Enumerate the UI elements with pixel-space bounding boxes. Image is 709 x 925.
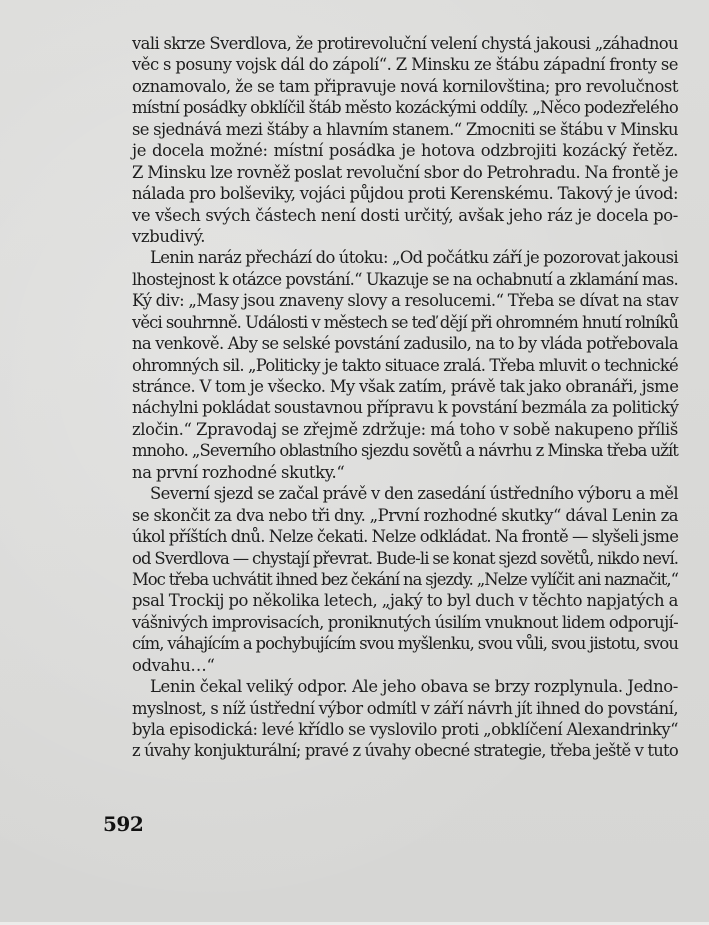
text-line: Lenin naráz přechází do útoku: „Od počátku září je pozorovat jakousi xyxy=(150,248,678,268)
text-line: věc s posuny vojsk dál do zápolí“. Z Minsku ze štábu západní fronty se xyxy=(132,55,678,75)
text-line: z úvahy konjukturální; pravé z úvahy obecné strategie, třeba ještě v tuto xyxy=(132,741,678,761)
text-line: Severní sjezd se začal právě v den zasedání ústředního výboru a měl xyxy=(150,484,678,504)
text-line: vali skrze Sverdlova, že protirevoluční velení chystá jakousi „záhadnou xyxy=(132,34,678,53)
text-line: se sjednává mezi štáby a hlavním stanem.“ Zmocniti se štábu v Minsku xyxy=(132,119,678,139)
text-line: od Sverdlova — chystají převrat. Bude-li se konat sjezd sovětů, nikdo neví. xyxy=(132,548,679,568)
text-line: nálada pro bolševiky, vojáci půjdou proti Kerenskému. Takový je úvod: xyxy=(132,184,678,204)
page-number: 592 xyxy=(103,812,144,836)
text-line: zločin.“ Zpravodaj se zřejmě zdržuje: má toho v sobě nakupeno příliš xyxy=(132,419,678,439)
text-line: stránce. V tom je všecko. My však zatím, právě tak jako obranáři, jsme xyxy=(132,377,679,396)
text-line: mnoho. „Severního oblastního sjezdu sovětů a návrhu z Minska třeba užít xyxy=(132,441,678,461)
text-line: ve všech svých částech není dosti určitý, avšak jeho ráz je docela po- xyxy=(132,205,678,225)
text-line: Z Minsku lze rovněž poslat revoluční sbor do Petrohradu. Na frontě je xyxy=(132,162,679,182)
text-line: na venkově. Aby se selské povstání zadusilo, na to by vláda potřebovala xyxy=(132,334,678,354)
text-line: vzbudivý. xyxy=(132,226,206,246)
text-line: oznamovalo, že se tam připravuje nová kornilovština; pro revolučnost xyxy=(132,76,678,96)
text-line: byla episodická: levé křídlo se vyslovilo proti „obklíčení Alexandrinky“ xyxy=(132,720,678,739)
text-line: cím, váhajícím a pochybujícím svou myšlenku, svou vůli, svou jistotu, svou xyxy=(132,634,678,654)
text-line: lhostejnost k otázce povstání.“ Ukazuje se na ochabnutí a zklamání mas. xyxy=(132,269,678,289)
text-line: je docela možné: místní posádka je hotova odzbrojiti kozácký řetěz. xyxy=(132,141,678,161)
body-text xyxy=(132,33,678,762)
text-line: se skončit za dva nebo tři dny. „První rozhodné skutky“ dával Lenin za xyxy=(132,505,678,525)
text-line: Moc třeba uchvátit ihned bez čekání na sjezdy. „Nelze vylíčit ani naznačit,“ xyxy=(132,569,678,589)
text-line: na první rozhodné skutky.“ xyxy=(132,462,345,482)
text-line: myslnost, s níž ústřední výbor odmítl v září návrh jít ihned do povstání, xyxy=(132,698,678,718)
text-line: náchylni pokládat soustavnou přípravu k povstání bezmála za politický xyxy=(132,398,679,418)
text-line: Ký div: „Masy jsou znaveny slovy a resolucemi.“ Třeba se dívat na stav xyxy=(132,291,679,311)
text-line: vášnivých improvisacích, proniknutých úsilím vnuknout lidem odporují- xyxy=(132,612,678,632)
text-line: psal Trockij po několika letech, „jaký to byl duch v těchto napjatých a xyxy=(132,591,678,611)
text-line: úkol příštích dnů. Nelze čekati. Nelze odkládat. Na frontě — slyšeli jsme xyxy=(132,527,679,547)
text-line: odvahu…“ xyxy=(132,655,215,675)
text-line: místní posádky obklíčil štáb město kozáckými oddíly. „Něco podezřelého xyxy=(132,98,678,118)
text-line: Lenin čekal veliký odpor. Ale jeho obava se brzy rozplynula. Jedno- xyxy=(150,677,678,697)
text-line: ohromných sil. „Politicky je takto situace zralá. Třeba mluvit o technické xyxy=(132,355,678,375)
text-line: věci souhrnně. Události v městech se teď dějí při ohromném hnutí rolníků xyxy=(132,312,678,332)
